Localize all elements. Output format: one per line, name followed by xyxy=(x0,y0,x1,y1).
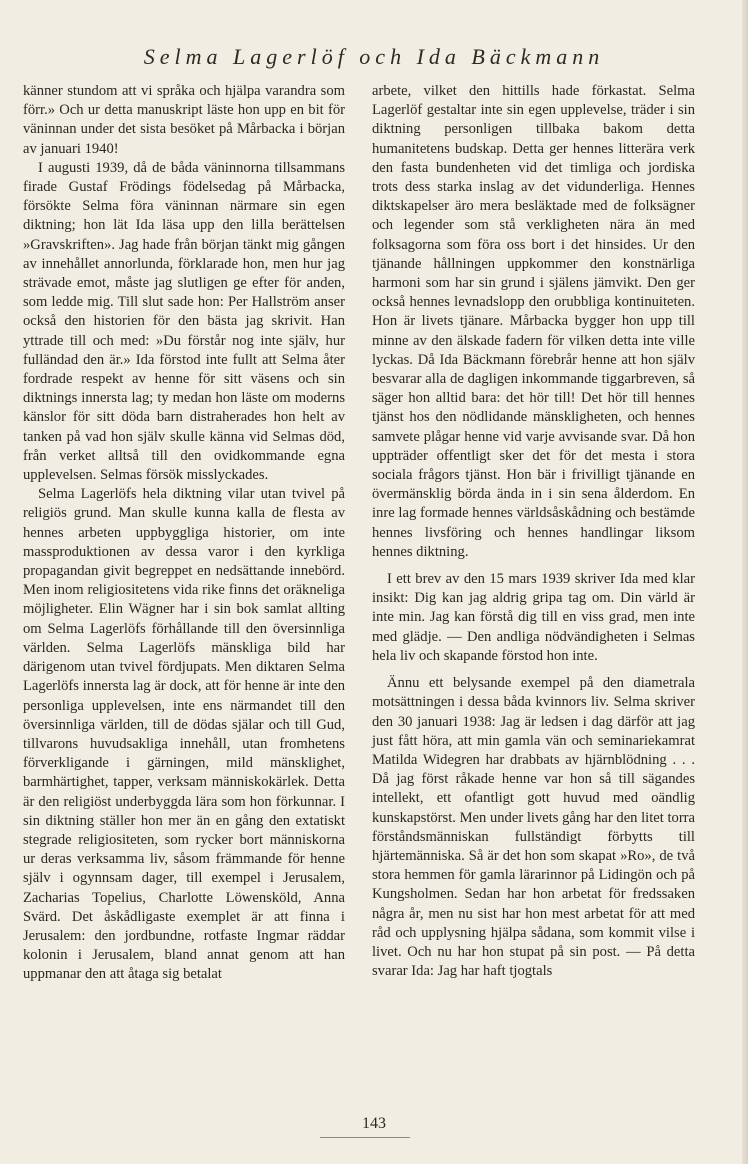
page-number: 143 xyxy=(362,1115,386,1132)
paragraph: Ännu ett belysande exempel på den diametrala motsättningen i dessa båda kvinnors liv. Selma skriver den 30 januari 1938: Jag är ledsen i dag därför att jag just fått höra, att min gamla vän och seminariekamrat Matilda Widegren har drabbats av hjärnblödning . . . Då jag först råkade henne var hon så till sägandes intellekt, ett ofantligt gott huvud med oändlig kunskapstörst. Men under livets gång har den litet torra förståndsmänniskan fullständigt förbytts till hjärtemänniska. Så är det hon som skapat »Ro», de två stora hemmen för gamla lärarinnor på Lidingön och på Kungsholmen. Sedan har hon arbetat för fredssaken några år, men nu sist har hon mest arbetat för att med råd och upplysning hjälpa sådana, som kommit vilse i livet. Och nu har hon stupat på sin post. — På detta svarar Ida: Jag har haft tjogtals xyxy=(372,675,696,980)
page-edge xyxy=(742,0,748,1164)
footer-rule xyxy=(320,1137,410,1138)
paragraph: Selma Lagerlöfs hela diktning vilar utan tvivel på religiös grund. Man skulle kunna kalla de flesta av hennes arbeten uppbyggliga historier, om inte massproduktionen av dessa varor i den kyrkliga propagandan givit begreppet en nedsättande innebörd. Men inom religiositetens vida rike finns det oräkneliga möjligheter. Elin Wägner har i sin bok samlat allting om Selma Lagerlöfs förhållande till den översinnliga världen. Selma Lagerlöfs mänskliga bild har därigenom utan tvivel fördjupats. Men diktaren Selma Lagerlöfs innersta lag är dock, att för henne är inte den personliga upplevelsen, inte ens närmandet till den översinnliga världen, till de dödas själar och till Gud, tillvarons huvudsakliga innehåll, utan fromhetens förverkligande i gärningen, mild mänsklighet, barmhärtighet, tapper, verksam människokärlek. Detta är den religiöst underbyggda lära som hon förkunnar. I sin diktning ställer hon mer än en gång den extatiskt stegrade religiositeten, som rycker bort människorna ur deras verksamma liv, såsom främmande för henne själv i ogynnsam dager, till exempel i Jerusalem, Zacharias Topelius, Charlotte Löwensköld, Anna Svärd. Det åskådligaste exemplet är att finna i Jerusalem: den jordbundne, rotfaste Ingmar räddar kolonin i Jerusalem, bland annat genom att han uppmanar den att åtaga sig betalat xyxy=(23,486,345,983)
paragraph: känner stundom att vi språka och hjälpa varandra som förr.» Och ur detta manuskript läste hon upp en bit för väninnan under det sista besöket på Mårbacka i början av januari 1940! xyxy=(23,83,345,157)
paragraph: I ett brev av den 15 mars 1939 skriver Ida med klar insikt: Dig kan jag aldrig gripa tag om. Din värld är inte min. Jag kan förstå dig till en viss grad, men inte med glädje. — Den andliga nödvändigheten i Selmas hela liv och skapande förstod hon inte. xyxy=(372,571,695,664)
right-column xyxy=(372,82,695,981)
left-column xyxy=(23,82,345,985)
paragraph: arbete, vilket den hittills hade förkastat. Selma Lagerlöf gestaltar inte sin egen upplevelse, träder i sin diktning personligen tillbaka bakom detta humanitetens budskap. Detta ger hennes litterära verk den fasta bundenheten vid det timliga och jordiska trots dess starka inslag av det vidunderliga. Hennes diktskapelser äro mera besläktade med de folksägner och legender som stå verkligheten nära än med folksagorna som föra oss bort i det hinsides. Ur den tjänande hållningen uppkommer den konstnärliga harmoni som har sin grund i själens jämvikt. Den ger också hennes levnadslopp den orubbliga kontinuiteten. Hon är livets tjänare. Mårbacka bygger hon upp till minne av den älskade fadern för vilken detta inte ville lyckas. Då Ida Bäckmann förebrår henne att hon själv besvarar alla de dagligen inkommande tiggarbreven, så säger hon alltid bara: det hör till! Det hör till hennes tjänst hos den nödlidande mänskligheten, och hennes samvete plågar henne vid varje avvisande svar. Då hon uppträder offentligt sker det för det mesta i stora sociala frågors tjänst. Hon bär i frivilligt tjänande en övermänsklig börda ända in i sin sena ålderdom. En inre lag formade hennes världsåskådning och bestämde hennes livsföring och hennes handlingar liksom hennes diktning. xyxy=(372,83,695,560)
running-title: Selma Lagerlöf och Ida Bäckmann xyxy=(143,44,605,69)
paragraph: I augusti 1939, då de båda väninnorna tillsammans firade Gustaf Frödings födelsedag på Mårbacka, försökte Selma föra väninnan närmare sin egen diktning; hon lät Ida läsa upp den lilla berättelsen »Gravskriften». Jag hade från början tänkt mig gången av innehållet annorlunda, förklarade hon, men hur jag strävade emot, måste jag slutligen ge efter för anden, som ledde mig. Till slut sade hon: Per Hallström anser också den historien för den bästa jag skrivit. Han yttrade till och med: »Du förstår nog inte själv, hur fulländad den är.» Ida förstod inte fullt att Selma åter fordrade respekt av henne för sitt väsens och sin diktnings innersta lag; ty medan hon läste om moderns känslor för sitt döda barn distraherades hon helt av tanken på vad hon själv skulle känna vid Selmas död, från verket alltså till den ovidkommande egna upplevelsen. Selmas försök misslyckades. xyxy=(23,159,345,484)
